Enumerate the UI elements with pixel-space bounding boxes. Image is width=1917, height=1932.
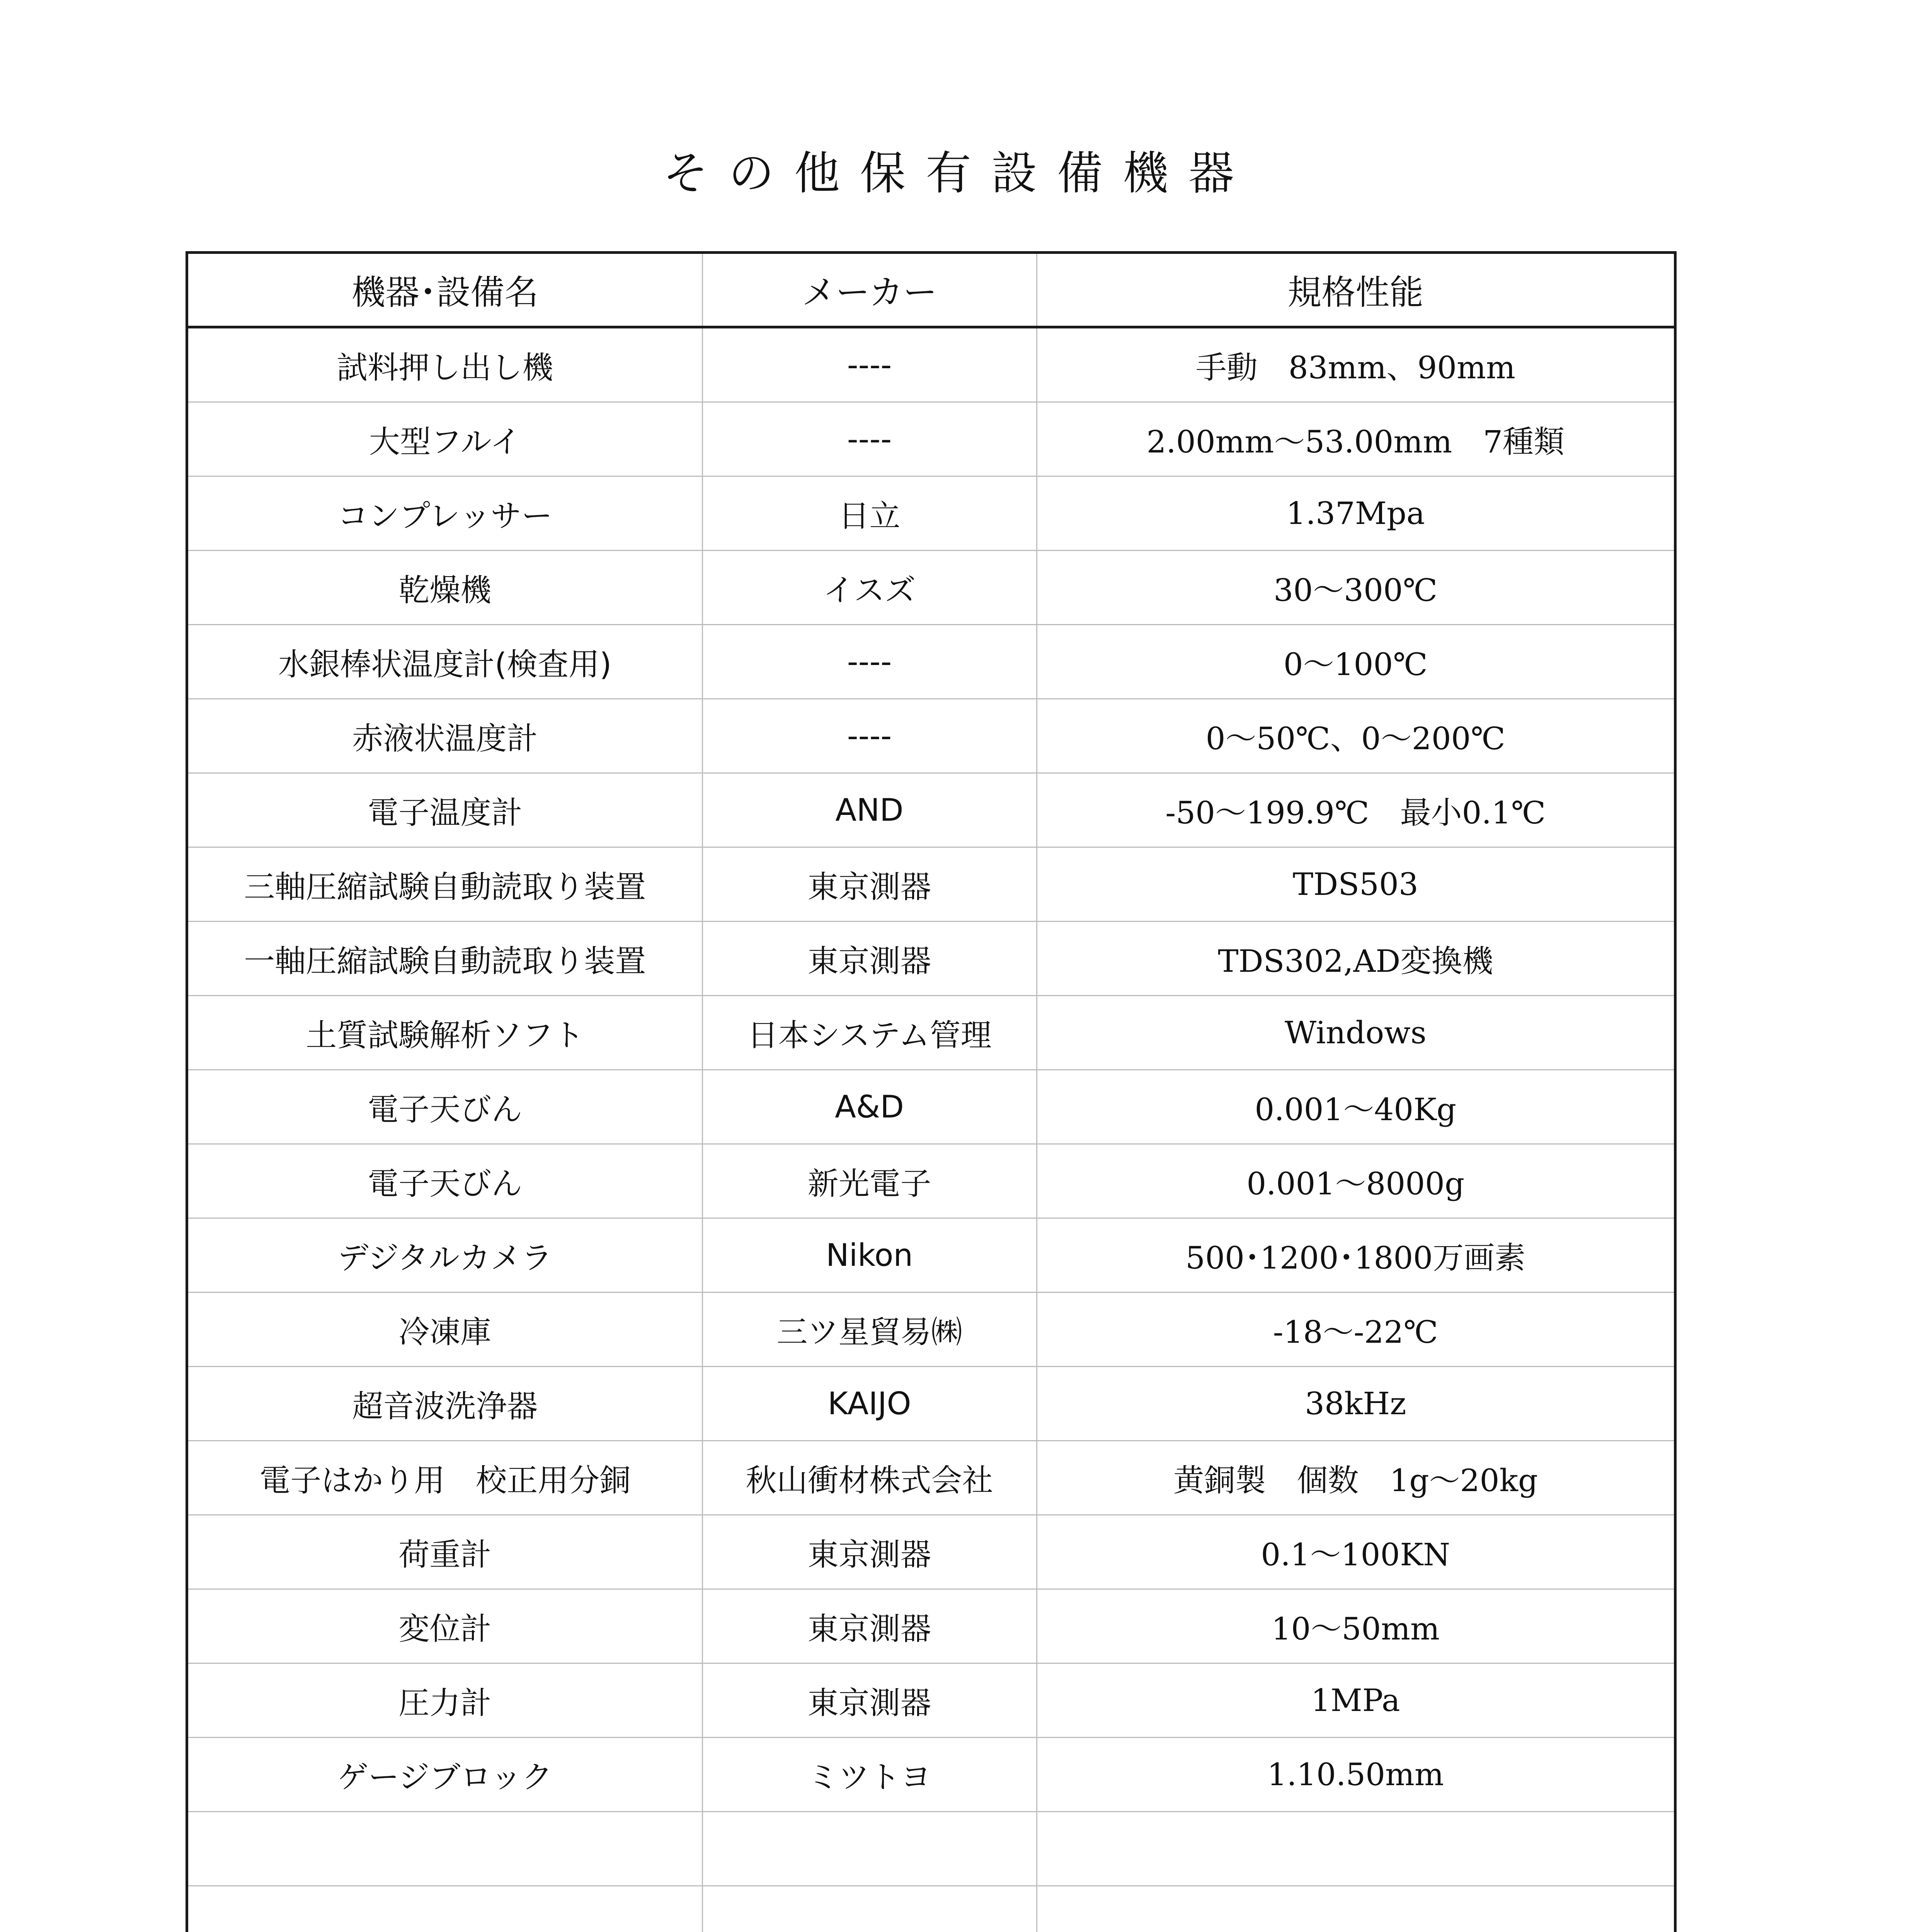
specification-cell: 1.10.50mm <box>1037 1738 1674 1812</box>
equipment-name-cell: デジタルカメラ <box>188 1218 702 1293</box>
table-row <box>188 1070 1674 1144</box>
maker-cell: ---- <box>702 327 1037 402</box>
table-header-row <box>188 254 1674 327</box>
specification-cell: 0～100℃ <box>1037 625 1674 699</box>
equipment-name-cell <box>188 1886 702 1932</box>
table-row <box>188 625 1674 699</box>
maker-cell: 新光電子 <box>702 1144 1037 1218</box>
maker-cell: ---- <box>702 402 1037 476</box>
equipment-name-cell: 荷重計 <box>188 1515 702 1589</box>
maker-cell <box>702 1812 1037 1886</box>
specification-cell: 10～50mm <box>1037 1589 1674 1663</box>
specification-cell: TDS302,AD変換機 <box>1037 922 1674 996</box>
table-row <box>188 1738 1674 1812</box>
equipment-name-cell: 赤液状温度計 <box>188 699 702 773</box>
header-equipment-name: 機器･設備名 <box>188 254 702 327</box>
equipment-table <box>188 254 1674 1932</box>
specification-cell: 1MPa <box>1037 1663 1674 1738</box>
maker-cell: 東京測器 <box>702 847 1037 922</box>
equipment-name-cell: 水銀棒状温度計(検査用) <box>188 625 702 699</box>
maker-cell: ---- <box>702 699 1037 773</box>
table-row <box>188 1367 1674 1441</box>
table-row <box>188 699 1674 773</box>
maker-cell: KAIJO <box>702 1367 1037 1441</box>
table-row <box>188 1144 1674 1218</box>
equipment-name-cell: 超音波洗浄器 <box>188 1367 702 1441</box>
specification-cell: -18～-22℃ <box>1037 1293 1674 1367</box>
specification-cell: 黄銅製 個数 1g～20kg <box>1037 1441 1674 1515</box>
maker-cell: A&D <box>702 1070 1037 1144</box>
equipment-name-cell: 電子温度計 <box>188 773 702 847</box>
specification-cell: -50～199.9℃ 最小0.1℃ <box>1037 773 1674 847</box>
specification-cell: Windows <box>1037 996 1674 1070</box>
equipment-name-cell: 電子天びん <box>188 1070 702 1144</box>
specification-cell: 0.001～8000g <box>1037 1144 1674 1218</box>
table-row <box>188 847 1674 922</box>
maker-cell: 日本システム管理 <box>702 996 1037 1070</box>
maker-cell: 東京測器 <box>702 922 1037 996</box>
equipment-name-cell: 冷凍庫 <box>188 1293 702 1367</box>
table-row <box>188 1218 1674 1293</box>
table-body <box>188 327 1674 1932</box>
equipment-name-cell: 大型フルイ <box>188 402 702 476</box>
equipment-name-cell: ゲージブロック <box>188 1738 702 1812</box>
maker-cell: Nikon <box>702 1218 1037 1293</box>
specification-cell: 2.00mm～53.00mm 7種類 <box>1037 402 1674 476</box>
specification-cell: 手動 83mm、90mm <box>1037 327 1674 402</box>
maker-cell: 東京測器 <box>702 1515 1037 1589</box>
maker-cell: 東京測器 <box>702 1663 1037 1738</box>
header-specification: 規格性能 <box>1037 254 1674 327</box>
equipment-name-cell <box>188 1812 702 1886</box>
maker-cell: 秋山衝材株式会社 <box>702 1441 1037 1515</box>
table-row <box>188 1663 1674 1738</box>
specification-cell: 30～300℃ <box>1037 551 1674 625</box>
table-row <box>188 551 1674 625</box>
header-maker: メーカー <box>702 254 1037 327</box>
equipment-name-cell: 土質試験解析ソフト <box>188 996 702 1070</box>
table-row <box>188 922 1674 996</box>
specification-cell: 0.001～40Kg <box>1037 1070 1674 1144</box>
table-row <box>188 402 1674 476</box>
table-row <box>188 476 1674 551</box>
specification-cell <box>1037 1886 1674 1932</box>
maker-cell: 東京測器 <box>702 1589 1037 1663</box>
equipment-name-cell: 乾燥機 <box>188 551 702 625</box>
maker-cell: AND <box>702 773 1037 847</box>
specification-cell: TDS503 <box>1037 847 1674 922</box>
specification-cell: 0.1～100KN <box>1037 1515 1674 1589</box>
table-row <box>188 327 1674 402</box>
equipment-name-cell: 変位計 <box>188 1589 702 1663</box>
equipment-name-cell: コンプレッサー <box>188 476 702 551</box>
maker-cell: 日立 <box>702 476 1037 551</box>
equipment-name-cell: 試料押し出し機 <box>337 350 553 386</box>
equipment-name-cell: 一軸圧縮試験自動読取り装置 <box>188 922 702 996</box>
equipment-table-frame <box>186 251 1677 1932</box>
table-row <box>188 1441 1674 1515</box>
table-row <box>188 773 1674 847</box>
maker-cell: イスズ <box>702 551 1037 625</box>
page-title: その他保有設備機器 <box>662 146 1254 200</box>
equipment-name-cell: 電子はかり用 校正用分銅 <box>188 1441 702 1515</box>
maker-cell: 三ツ星貿易㈱ <box>702 1293 1037 1367</box>
specification-cell: 500･1200･1800万画素 <box>1037 1218 1674 1293</box>
equipment-name-cell: 電子天びん <box>188 1144 702 1218</box>
specification-cell: 1.37Mpa <box>1037 476 1674 551</box>
specification-cell: 38kHz <box>1037 1367 1674 1441</box>
maker-cell <box>702 1886 1037 1932</box>
specification-cell: 0～50℃、0～200℃ <box>1037 699 1674 773</box>
maker-cell: ---- <box>702 625 1037 699</box>
table-row <box>188 1515 1674 1589</box>
equipment-name-cell: 三軸圧縮試験自動読取り装置 <box>188 847 702 922</box>
table-row <box>188 1589 1674 1663</box>
equipment-name-cell: 圧力計 <box>188 1663 702 1738</box>
table-row <box>188 996 1674 1070</box>
maker-cell: ミツトヨ <box>702 1738 1037 1812</box>
specification-cell <box>1037 1812 1674 1886</box>
table-row <box>188 1293 1674 1367</box>
table-row <box>188 1812 1674 1886</box>
table-row <box>188 1886 1674 1932</box>
